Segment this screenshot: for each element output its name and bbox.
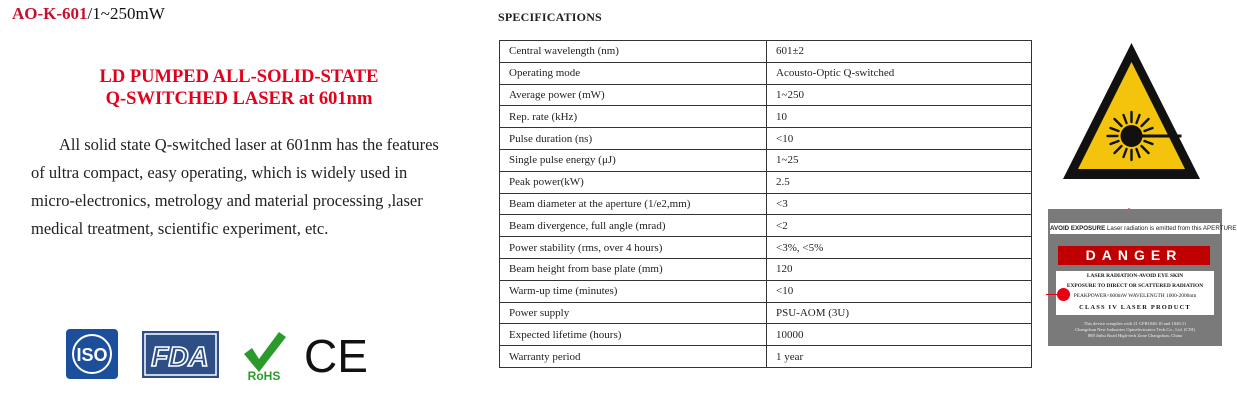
spec-label: Single pulse energy (μJ) xyxy=(500,149,767,171)
spec-value: <10 xyxy=(767,128,1032,150)
spec-value: PSU-AOM (3U) xyxy=(767,302,1032,324)
danger-banner: DANGER xyxy=(1058,246,1210,265)
spec-row xyxy=(500,280,1032,302)
spec-row xyxy=(500,128,1032,150)
spec-row xyxy=(500,215,1032,237)
spec-label: Power stability (rms, over 4 hours) xyxy=(500,237,767,259)
spec-label: Beam diameter at the aperture (1/e2,mm) xyxy=(500,193,767,215)
specifications-body xyxy=(500,41,1032,368)
spec-row xyxy=(500,149,1032,171)
danger-line-1: LASER RADIATION-AVOID EYE SKIN xyxy=(1086,273,1184,279)
spec-row xyxy=(500,302,1032,324)
spec-label: Warranty period xyxy=(500,346,767,368)
spec-label: Rep. rate (kHz) xyxy=(500,106,767,128)
ce-mark-icon xyxy=(304,330,368,382)
spec-label: Beam divergence, full angle (mrad) xyxy=(500,215,767,237)
spec-value: 1~250 xyxy=(767,84,1032,106)
model-heading xyxy=(12,4,165,24)
spec-row xyxy=(500,41,1032,63)
spec-label: Central wavelength (nm) xyxy=(500,41,767,63)
spec-value: <2 xyxy=(767,215,1032,237)
spec-label: Beam height from base plate (mm) xyxy=(500,258,767,280)
spec-label: Operating mode xyxy=(500,62,767,84)
specifications-table xyxy=(499,40,1032,368)
footer-line-2: Changchun New Industries Optoelectronics Tech.Co., Ltd. (CNI) xyxy=(1075,327,1195,332)
rohs-logo-text: RoHS xyxy=(247,369,281,383)
danger-line-3: PEAKPOWER<600mW WAVELENGTH 1000-2000nm xyxy=(1073,293,1197,299)
certification-logos xyxy=(66,326,376,382)
spec-row xyxy=(500,193,1032,215)
ce-mark-text: CE xyxy=(304,330,368,382)
spec-label: Average power (mW) xyxy=(500,84,767,106)
danger-label-footer xyxy=(1052,321,1218,339)
spec-label: Warm-up time (minutes) xyxy=(500,280,767,302)
aperture-dot-icon xyxy=(1057,288,1070,301)
iso-logo-icon xyxy=(66,329,118,379)
danger-line-4: CLASS IV LASER PRODUCT xyxy=(1079,304,1191,311)
spec-row xyxy=(500,84,1032,106)
spec-label: Power supply xyxy=(500,302,767,324)
description-text: All solid state Q-switched laser at 601nm has the features of ultra compact, easy operating, which is widely used in micro-electronics, metrology and material processing ,laser medical treatment, scientific experiment, etc. xyxy=(31,135,439,238)
spec-value: 10 xyxy=(767,106,1032,128)
spec-row xyxy=(500,106,1032,128)
spec-row xyxy=(500,62,1032,84)
headline-line-1: LD PUMPED ALL-SOLID-STATE xyxy=(99,67,379,87)
avoid-exposure-text: AVOID EXPOSURE xyxy=(1050,225,1106,232)
spec-value: 601±2 xyxy=(767,41,1032,63)
model-code: AO-K-601 xyxy=(12,4,88,23)
spec-value: <3 xyxy=(767,193,1032,215)
aperture-notice xyxy=(1050,223,1237,234)
emitted-text: Laser radiation is emitted from this APERTURE xyxy=(1106,225,1237,232)
footer-line-3: 888 Jinhu Road High-tech Zone Changchun, China xyxy=(1087,333,1183,338)
spec-value: 10000 xyxy=(767,324,1032,346)
danger-line-2: EXPOSURE TO DIRECT OR SCATTERED RADIATION xyxy=(1066,283,1204,289)
laser-warning-icon xyxy=(1061,40,1202,182)
fda-logo-icon xyxy=(142,331,219,378)
spec-row xyxy=(500,171,1032,193)
danger-label-warnings xyxy=(1056,271,1214,315)
product-headline xyxy=(40,66,438,110)
spec-row xyxy=(500,258,1032,280)
headline-line-2: Q-SWITCHED LASER at 601nm xyxy=(105,89,373,109)
product-description xyxy=(31,131,446,243)
spec-value: 2.5 xyxy=(767,171,1032,193)
specifications-title: SPECIFICATIONS xyxy=(498,10,602,24)
footer-line-1: This device complies with 21 CFR1040.10 and 1040.11 xyxy=(1083,321,1187,326)
spec-row xyxy=(500,237,1032,259)
spec-value: 1~25 xyxy=(767,149,1032,171)
iso-logo-text: ISO xyxy=(76,345,108,365)
model-power: /1~250mW xyxy=(87,4,165,23)
spec-value: 1 year xyxy=(767,346,1032,368)
spec-row xyxy=(500,346,1032,368)
rohs-logo-icon xyxy=(244,332,286,383)
spec-label: Peak power(kW) xyxy=(500,171,767,193)
spec-value: <10 xyxy=(767,280,1032,302)
spec-label: Pulse duration (ns) xyxy=(500,128,767,150)
spec-value: Acousto-Optic Q-switched xyxy=(767,62,1032,84)
spec-value: 120 xyxy=(767,258,1032,280)
spec-value: <3%, <5% xyxy=(767,237,1032,259)
danger-label xyxy=(1048,209,1237,346)
spec-label: Expected lifetime (hours) xyxy=(500,324,767,346)
spec-row xyxy=(500,324,1032,346)
fda-logo-text: FDA xyxy=(151,341,209,372)
